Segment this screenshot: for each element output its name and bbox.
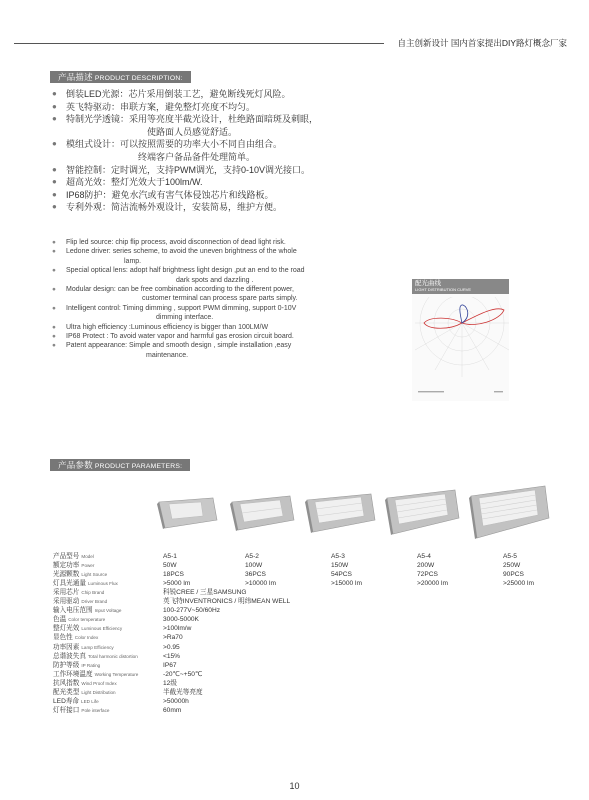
- description-zh-line: 英飞特驱动：串联方案，避免整灯亮度不均匀。: [66, 101, 256, 112]
- parameter-label-zh: 光源颗数: [53, 571, 80, 579]
- parameter-label: [53, 579, 118, 588]
- parameter-value: 12级: [163, 679, 177, 687]
- lamp-image-a5-1: [155, 496, 219, 530]
- parameter-label-en: Pole interface: [81, 707, 110, 713]
- parameter-label-zh: 显色性: [53, 634, 73, 642]
- page-number: 10: [289, 781, 300, 791]
- parameter-label-en: Lamp Efficiency: [81, 644, 114, 650]
- parameter-label-en: Color Index: [74, 635, 99, 641]
- section-tag-description: [50, 71, 191, 83]
- description-zh-line: 终端客户备品备件处理简单。: [138, 151, 256, 162]
- parameter-label-en: Chip Brand: [81, 590, 105, 596]
- description-en-item: [52, 238, 372, 247]
- parameter-value: 54PCS: [331, 571, 352, 579]
- lamp-image-a5-2: [228, 494, 296, 532]
- description-en-line: customer terminal can process spare parts simply.: [142, 295, 298, 303]
- description-en-item: [52, 332, 372, 341]
- parameter-label-en: Light Distribution: [81, 689, 116, 695]
- parameter-label: [53, 588, 104, 597]
- description-en-line: Flip led source: chip flip process, avoid disconnection of dead light risk.: [66, 239, 286, 246]
- parameter-value: IP67: [163, 661, 177, 669]
- parameter-label-zh: 抗风指数: [53, 679, 80, 687]
- parameter-value: >0.95: [163, 643, 180, 651]
- parameter-label-zh: 工作环境温度: [53, 670, 93, 678]
- parameter-value: A5-3: [331, 553, 345, 560]
- parameter-label: [53, 570, 107, 579]
- parameter-label-en: IP Rating: [81, 662, 101, 668]
- description-zh-item: [52, 176, 402, 189]
- parameter-label-zh: 整灯光效: [53, 625, 80, 633]
- description-zh-line: 超高光效：整灯光效大于100lm/W.: [66, 177, 203, 188]
- parameter-label-zh: 采用驱动: [53, 598, 80, 606]
- parameter-label-en: Input Voltage: [94, 608, 122, 614]
- description-zh-line: 模组式设计：可以按照需要的功率大小不同自由组合。: [66, 139, 283, 150]
- parameter-label-zh: 灯杆接口: [53, 706, 80, 714]
- parameter-label: [53, 606, 121, 615]
- parameter-label: [53, 688, 116, 697]
- lamp-image-a5-4: [383, 488, 461, 536]
- description-zh-line: 智能控制：定时调光，支持PWM调光，支持0-10V调光接口。: [66, 164, 311, 175]
- header-rule: [14, 43, 384, 44]
- section-tag-zh: 产品描述: [58, 72, 93, 82]
- parameter-label-en: LED Life: [81, 698, 99, 704]
- light-distribution-title-en: LIGHT DISTRIBUTION CURVE: [415, 287, 472, 292]
- parameter-label: [53, 615, 105, 624]
- parameter-label-en: Power: [81, 563, 95, 569]
- parameter-value: 3000-5000K: [163, 616, 199, 624]
- parameter-label-zh: LED寿命: [53, 697, 80, 705]
- parameter-label-en: Total harmonic distortion: [87, 653, 138, 659]
- description-en-item: [52, 323, 372, 332]
- section-tag-zh: 产品参数: [58, 460, 93, 470]
- light-distribution-header: [412, 279, 509, 294]
- parameter-label-zh: 色温: [53, 616, 67, 624]
- parameter-label: [53, 561, 94, 570]
- description-en-item: [52, 266, 372, 285]
- parameter-label-en: Working Temperature: [94, 671, 139, 677]
- description-en-line: Patent appearance: Simple and smooth design , simple installation ,easy: [66, 342, 292, 350]
- parameter-value: 200W: [417, 562, 435, 570]
- parameter-label: [53, 552, 94, 561]
- parameter-label-en: Driver Brand: [81, 599, 108, 605]
- description-zh-line: 专利外观：简洁流畅外观设计，安装简易，维护方便。: [66, 202, 283, 213]
- lamp-image-a5-3: [303, 492, 377, 534]
- parameter-value: 100-277V~50/60Hz: [163, 607, 221, 615]
- parameter-value: -20℃~+50℃: [163, 670, 203, 678]
- description-en-line: Intelligent control: Timing dimming , support PWM dimming, support 0-10V: [66, 304, 297, 312]
- parameter-value: 250W: [503, 562, 521, 570]
- parameter-label: [53, 633, 98, 642]
- parameter-label: [53, 661, 100, 670]
- parameter-label: [53, 697, 99, 706]
- description-en-line: IP68 Protect : To avoid water vapor and harmful gas erosion circuit board.: [66, 333, 294, 341]
- parameter-value: A5-1: [163, 553, 177, 560]
- description-en-item: [52, 247, 372, 266]
- parameter-value: 72PCS: [417, 571, 438, 579]
- diagram-legend-bar: [418, 391, 444, 392]
- parameter-label-zh: 输入电压范围: [53, 607, 93, 615]
- parameter-label-en: Wind Proof Index: [81, 680, 117, 686]
- parameter-label: [53, 624, 122, 633]
- description-en-line: lamp.: [124, 257, 142, 265]
- description-zh-item: [52, 113, 402, 138]
- description-en-item: [52, 341, 372, 360]
- parameter-value: 150W: [331, 562, 349, 570]
- parameter-value: A5-5: [503, 553, 517, 560]
- description-zh-item: [52, 189, 402, 202]
- description-zh-line: 特制光学透镜：采用等亮度半截光设计，杜绝路面暗斑及刺眼，: [66, 114, 319, 125]
- light-distribution-panel: [412, 279, 509, 401]
- parameter-label-zh: 额定功率: [53, 562, 80, 570]
- parameter-label: [53, 670, 138, 679]
- parameter-label-en: Luminous Flux: [87, 581, 118, 587]
- parameter-value: 18PCS: [163, 571, 184, 579]
- description-en-list: [52, 238, 372, 360]
- description-en-line: dimming interface.: [156, 314, 214, 322]
- section-tag-parameters: [50, 459, 190, 471]
- header-slogan: 自主创新设计 国内首家提出DIY路灯概念厂家: [397, 38, 567, 48]
- parameter-value: >20000 lm: [417, 580, 448, 588]
- description-en-line: maintenance.: [146, 351, 189, 359]
- parameter-value: 100W: [245, 562, 263, 570]
- parameter-label: [53, 706, 109, 715]
- section-tag-en: PRODUCT DESCRIPTION:: [94, 75, 183, 82]
- parameter-value: 英飞特INVENTRONICS / 明纬MEAN WELL: [163, 598, 291, 606]
- parameter-value: >100lm/w: [163, 625, 192, 633]
- parameter-label: [53, 652, 138, 661]
- diagram-legend-bar: [494, 391, 503, 392]
- parameter-value: >5000 lm: [163, 580, 191, 588]
- parameter-value: 半截光等亮度: [163, 688, 203, 696]
- parameter-label: [53, 597, 107, 606]
- description-zh-line: 使路面人员感觉舒适。: [147, 126, 238, 137]
- description-zh-item: [52, 88, 402, 101]
- parameter-label-zh: 配光类型: [53, 688, 80, 696]
- parameter-label-en: Color temperature: [68, 617, 106, 623]
- description-en-line: Special optical lens: adopt half brightness light design ,put an end to the road: [66, 267, 305, 275]
- description-en-line: dark spots and dazzling .: [176, 276, 254, 284]
- description-zh-item: [52, 138, 402, 163]
- parameter-label-zh: 防护等级: [53, 661, 80, 669]
- description-zh-item: [52, 164, 402, 177]
- parameter-value: <15%: [163, 652, 181, 660]
- parameter-label-zh: 功率因素: [53, 643, 80, 651]
- parameter-value: 90PCS: [503, 571, 524, 579]
- description-zh-item: [52, 101, 402, 114]
- light-distribution-title-zh: 配光曲线: [415, 280, 441, 287]
- parameter-label-zh: 灯具光通量: [53, 580, 86, 588]
- parameter-label-en: Luminous Efficiency: [81, 626, 123, 632]
- parameter-value: >Ra70: [163, 634, 183, 642]
- description-en-item: [52, 304, 372, 323]
- description-en-line: Modular design: can be free combination according to the different power,: [66, 286, 294, 294]
- parameter-value: >50000h: [163, 697, 189, 705]
- parameter-label: [53, 679, 117, 688]
- parameter-value: >25000 lm: [503, 580, 534, 588]
- description-en-line: Ledone driver: series scheme, to avoid the uneven brightness of the whole: [66, 248, 297, 256]
- description-en-line: Ultra high efficiency :Luminous efficiency is bigger than 100LM/W: [66, 323, 269, 331]
- parameter-value: >10000 lm: [245, 580, 276, 588]
- parameter-label-zh: 采用芯片: [53, 589, 80, 597]
- parameter-value: A5-2: [245, 553, 259, 560]
- description-en-item: [52, 285, 372, 304]
- parameter-value: 50W: [163, 562, 177, 570]
- description-zh-list: [52, 88, 402, 214]
- section-tag-en: PRODUCT PARAMETERS:: [94, 463, 183, 470]
- parameter-value: 60mm: [163, 706, 182, 714]
- parameter-value: 科锐CREE / 三星SAMSUNG: [163, 589, 247, 597]
- polar-light-distribution-diagram: [412, 297, 509, 401]
- lamp-image-a5-5: [467, 484, 551, 540]
- parameter-value: A5-4: [417, 553, 431, 560]
- parameter-label-en: Light Source: [81, 572, 108, 578]
- parameter-label-zh: 产品型号: [53, 553, 80, 560]
- parameter-label-en: Model: [81, 554, 94, 559]
- description-zh-line: 倒装LED光源：芯片采用倒装工艺，避免断线死灯风险。: [66, 89, 291, 99]
- parameter-label: [53, 643, 114, 652]
- description-zh-line: IP68防护：避免水汽或有害气体侵蚀芯片和线路板。: [66, 189, 274, 200]
- lamp-images-row: [155, 483, 555, 543]
- parameter-value: 36PCS: [245, 571, 266, 579]
- parameter-label-zh: 总谐波失真: [53, 652, 86, 660]
- parameter-value: >15000 lm: [331, 580, 362, 588]
- description-zh-item: [52, 201, 402, 214]
- polar-curve-red: [424, 309, 504, 328]
